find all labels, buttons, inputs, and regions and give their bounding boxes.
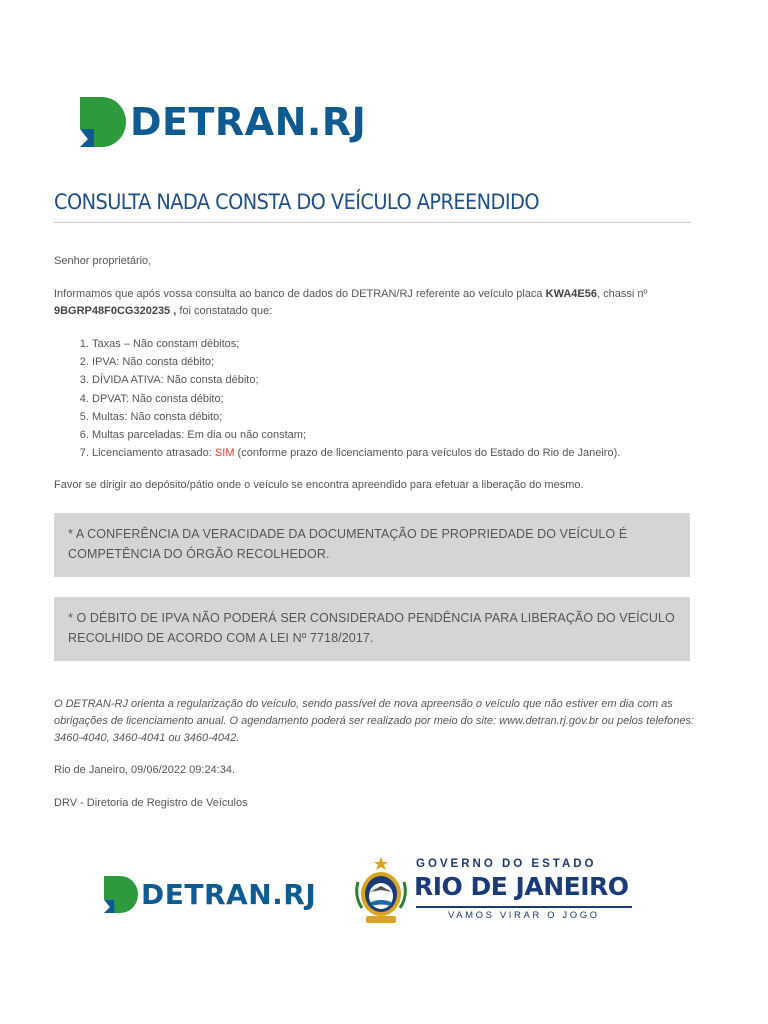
intro-text: Informamos que após vossa consulta ao banco de dados do DETRAN/RJ referente ao veículo placa [54,288,546,300]
notice-box: * A CONFERÊNCIA DA VERACIDADE DA DOCUMENTAÇÃO DE PROPRIEDADE DO VEÍCULO É COMPETÊNCIA DO ÓRGÃO RECOLHEDOR. [54,513,690,577]
greeting: Senhor proprietário, [54,255,152,267]
state-government-logo [352,856,642,940]
issue-date: Rio de Janeiro, 09/06/2022 09:24:34. [54,764,236,776]
list-item-licensing [92,444,620,462]
detran-logo-icon [80,97,126,147]
licensing-note: (conforme prazo de licenciamento para veículos do Estado do Rio de Janeiro). [234,447,621,460]
gov-top-text: GOVERNO DO ESTADO [416,858,597,870]
list-item: 2. IPVA: Não consta débito; [92,353,620,371]
vehicle-chassis: 9BGRP48F0CG320235 , [54,305,177,317]
gov-main-text: RIO DE JANEIRO [414,872,629,901]
state-coat-of-arms-icon [352,856,410,928]
list-item: 1. Taxas – Não constam débitos; [92,335,620,353]
gov-slogan: VAMOS VIRAR O JOGO [448,910,600,921]
debt-checklist [54,335,620,462]
list-item: 3. DÍVIDA ATIVA: Não consta débito; [92,371,620,389]
licensing-label: Licenciamento atrasado: [92,447,215,460]
vehicle-plate: KWA4E56 [545,288,597,300]
release-instruction: Favor se dirigir ao depósito/pátio onde o veículo se encontra apreendido para efetuar a liberação do mesmo. [54,479,584,491]
title-divider [54,222,691,223]
intro-text-chassis-label: , chassi nº [596,288,648,300]
intro-text-end: foi constatado que: [176,305,273,317]
detran-header-logo [80,97,366,147]
list-item: 5. Multas: Não consta débito; [92,408,620,426]
list-item: 4. DPVAT: Não consta débito; [92,390,620,408]
list-item: 6. Multas parceladas: Em dia ou não constam; [92,426,620,444]
orientation-paragraph: O DETRAN-RJ orienta a regularização do veículo, sendo passível de nova apreensão o veículo que não estiver em dia com as obrigações de licenciamento anual. O agendamento poderá ser realizado por meio do site: www.detran.rj.gov.br ou pelos telefones: 3460-4040, 3460-4041 ou 3460-4042. [54,698,695,744]
intro-paragraph [54,286,694,320]
notice-box: * O DÉBITO DE IPVA NÃO PODERÁ SER CONSIDERADO PENDÊNCIA PARA LIBERAÇÃO DO VEÍCULO RECOLHIDO DE ACORDO COM A LEI Nº 7718/2017. [54,597,690,661]
page-title: CONSULTA NADA CONSTA DO VEÍCULO APREENDIDO [54,190,539,214]
licensing-status: SIM [214,447,235,460]
detran-footer-logo [104,876,316,913]
department-name: DRV - Diretoria de Registro de Veículos [54,797,248,809]
detran-logo-text: DETRAN.RJ [130,100,367,144]
footer-logos [92,842,682,946]
detran-logo-icon [104,876,138,913]
detran-footer-logo-text: DETRAN.RJ [141,878,317,911]
gov-divider [416,906,632,908]
